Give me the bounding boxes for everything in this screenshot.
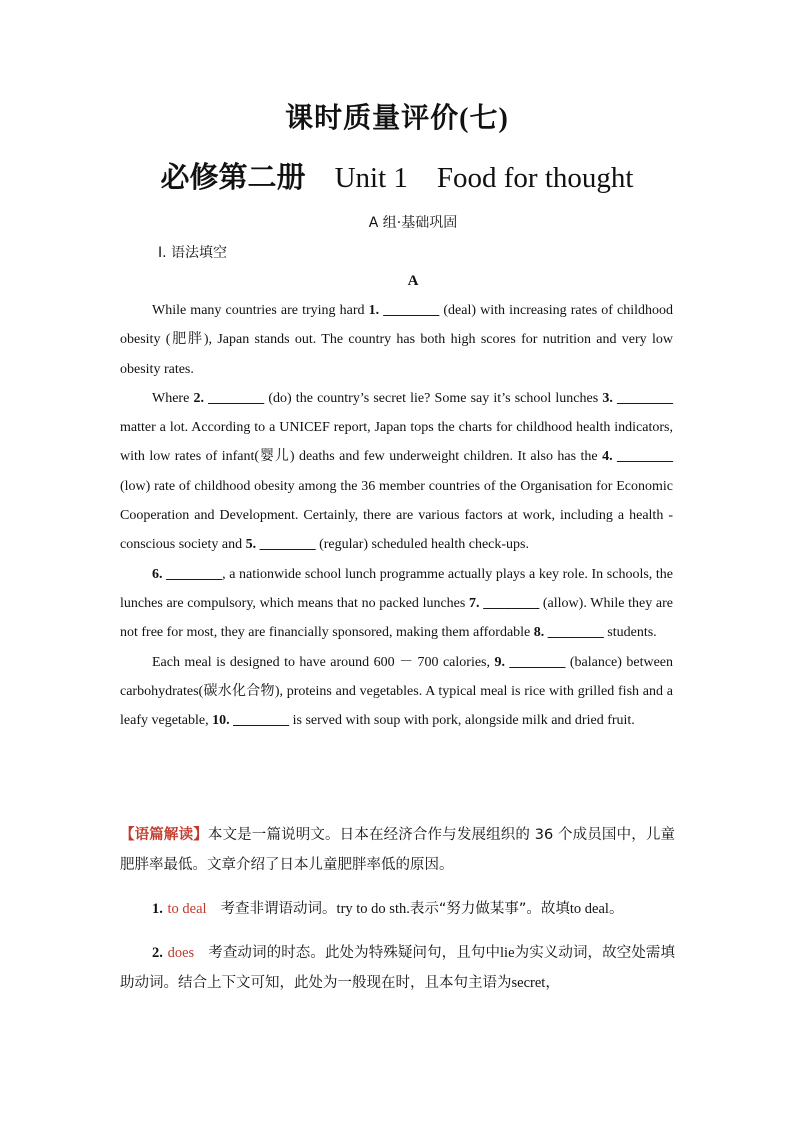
group-label: A 组·基础巩固	[368, 215, 458, 231]
answer-key: does	[167, 945, 195, 961]
page-title: 课时质量评价(七)	[285, 103, 509, 134]
answer-1: 1. to deal 考查非谓语动词。try to do sth.表示“努力做某事”。故填to deal。	[152, 901, 624, 917]
blank-1: 1. ________	[368, 303, 440, 318]
blank-7: 7. ________	[469, 595, 540, 611]
answer-2: 2. does 考查动词的时态。此处为特殊疑问句，且句中lie为实义动词，故空处需填助动词。结合上下文可知，此处为一般现在时，且本句主语为secret，	[120, 945, 676, 991]
blank-9: 9. ________	[494, 654, 566, 670]
passage-letter: A	[407, 273, 419, 289]
passage-paragraph: Each meal is designed to have around 600 － 700 calories, 9. ________ (balance) between carbohydrates(碳水化合物), proteins and vegetables. A typical meal is rice with grilled fish and a leafy vegetable, 10. ________ is served with soup with pork, alongside milk and dried fruit.	[120, 654, 674, 729]
passage-paragraph: Where 2. ________ (do) the country’s secret lie? Some say it’s school lunches 3. ________ matter a lot. According to a UNICEF report, Japan tops the charts for childhood health indicators, with low rates of infant(婴儿) deaths and few underweight children. It also has the 4. ________ (low) rate of childhood obesity among the 36 member countries of the Organisation for Economic Cooperation and Development. Certainly, there are various factors at work, including a health - conscious society and 5. ________ (regular) scheduled health check-ups.	[120, 390, 674, 553]
analysis-text: 本文是一篇说明文。日本在经济合作与发展组织的 36 个成员国中，儿童肥胖率最低。文章介绍了日本儿童肥胖率低的原因。	[120, 827, 676, 873]
section-label: Ⅰ. 语法填空	[158, 245, 228, 261]
blank-6: 6. ________	[152, 566, 223, 582]
passage-paragraph: 6. ________, a nationwide school lunch programme actually plays a key role. In schools, the lunches are compulsory, which means that no packed lunches 7. ________ (allow). While they are not free for most, they are financially sponsored, making them affordable 8. ________ students.	[120, 566, 674, 641]
blank-5: 5. ________	[245, 537, 316, 553]
answer-key: to deal	[167, 901, 207, 917]
subtitle-topic: Food for thought	[436, 162, 634, 194]
blank-2: 2. ________	[193, 390, 265, 406]
blank-4: 4. ________	[602, 449, 673, 465]
analysis-lead: 【语篇解读】	[120, 827, 208, 843]
blank-3: 3. ________	[602, 390, 674, 406]
subtitle-book: 必修第二册	[160, 162, 306, 194]
subtitle-unit: Unit 1	[334, 162, 408, 194]
blank-10: 10. ________	[212, 713, 290, 729]
page-subtitle	[0, 155, 794, 196]
passage-paragraph: While many countries are trying hard 1. ________ (deal) with increasing rates of childhood obesity (肥胖), Japan stands out. The country has both high scores for nutrition and very low obesity rates.	[120, 303, 673, 377]
passage	[120, 296, 673, 735]
discourse-analysis	[120, 820, 675, 880]
answer-analysis	[120, 820, 675, 1012]
blank-8: 8. ________	[533, 625, 604, 641]
